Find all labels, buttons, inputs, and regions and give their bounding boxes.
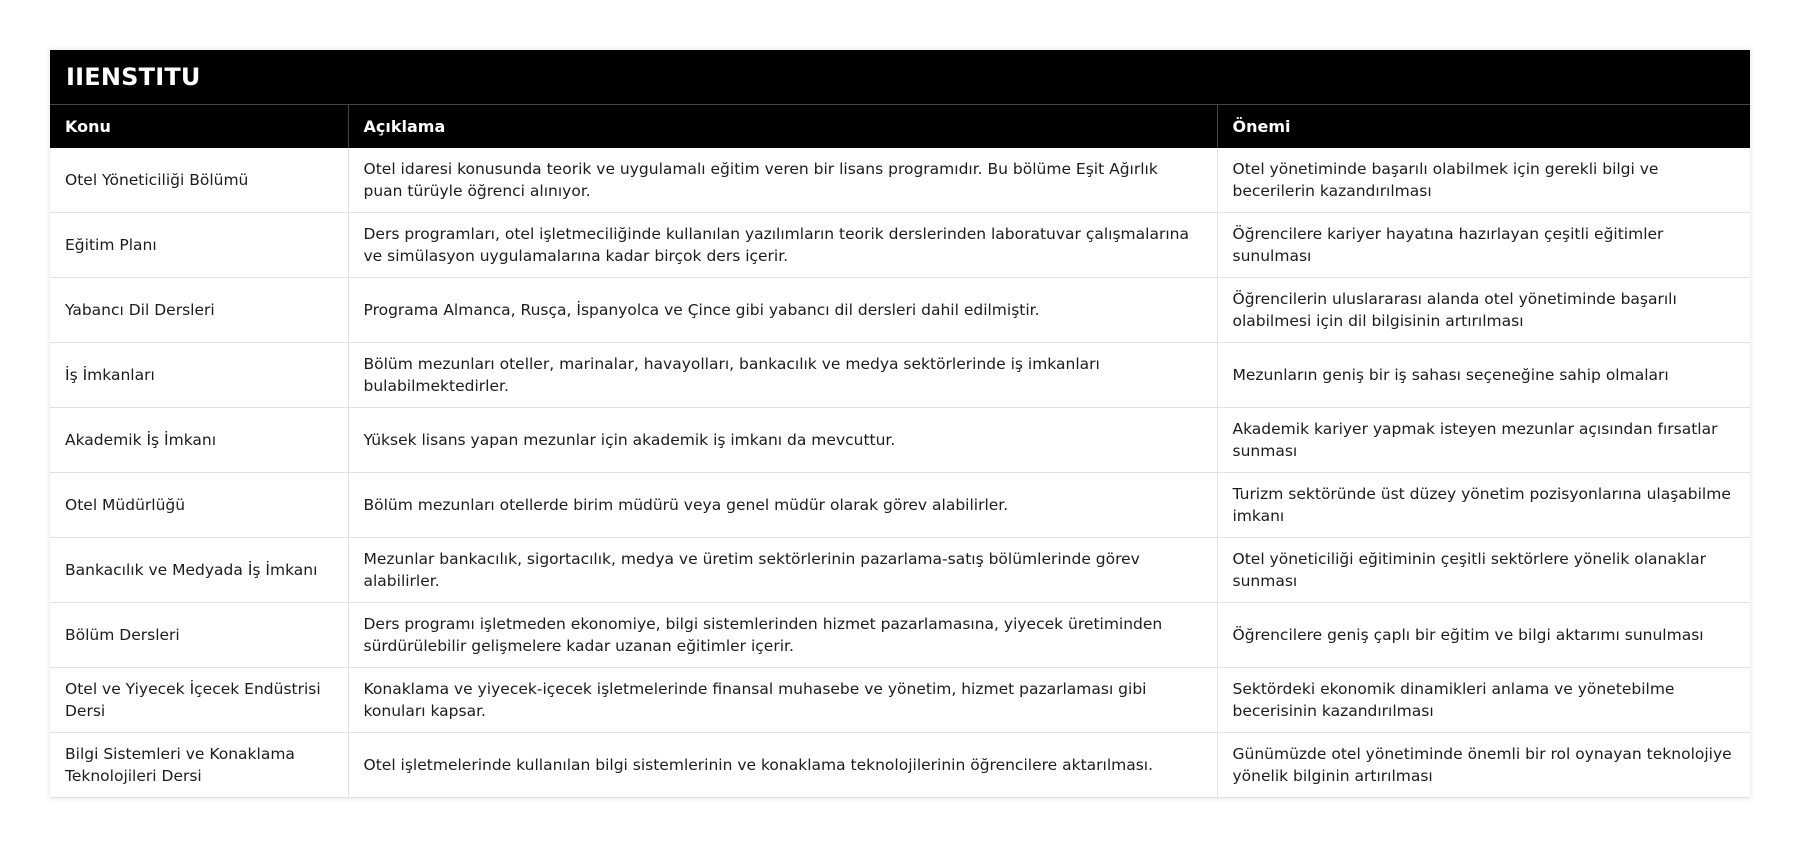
cell-importance: Otel yöneticiliği eğitiminin çeşitli sektörlere yönelik olanaklar sunması	[1217, 538, 1750, 603]
cell-importance: Öğrencilere geniş çaplı bir eğitim ve bilgi aktarımı sunulması	[1217, 603, 1750, 668]
cell-description: Konaklama ve yiyecek-içecek işletmelerinde finansal muhasebe ve yönetim, hizmet pazarlaması gibi konuları kapsar.	[348, 668, 1217, 733]
cell-description: Programa Almanca, Rusça, İspanyolca ve Çince gibi yabancı dil dersleri dahil edilmiştir.	[348, 278, 1217, 343]
table-row	[50, 538, 1750, 603]
cell-topic: Bankacılık ve Medyada İş İmkanı	[50, 538, 348, 603]
cell-description: Bölüm mezunları oteller, marinalar, havayolları, bankacılık ve medya sektörlerinde iş imkanları bulabilmektedirler.	[348, 343, 1217, 408]
table-row	[50, 343, 1750, 408]
table-row	[50, 473, 1750, 538]
cell-importance: Turizm sektöründe üst düzey yönetim pozisyonlarına ulaşabilme imkanı	[1217, 473, 1750, 538]
table-title: IIENSTITU	[50, 50, 1750, 104]
cell-description: Ders programı işletmeden ekonomiye, bilgi sistemlerinden hizmet pazarlamasına, yiyecek üretiminden sürdürülebilir gelişmelere kadar uzanan eğitimler içerir.	[348, 603, 1217, 668]
cell-importance: Mezunların geniş bir iş sahası seçeneğine sahip olmaları	[1217, 343, 1750, 408]
cell-topic: Otel Yöneticiliği Bölümü	[50, 148, 348, 213]
cell-topic: Bölüm Dersleri	[50, 603, 348, 668]
cell-topic: Bilgi Sistemleri ve Konaklama Teknolojileri Dersi	[50, 733, 348, 798]
cell-description: Otel idaresi konusunda teorik ve uygulamalı eğitim veren bir lisans programıdır. Bu bölüme Eşit Ağırlık puan türüyle öğrenci alınıyor.	[348, 148, 1217, 213]
table-header-row	[50, 105, 1750, 148]
cell-description: Otel işletmelerinde kullanılan bilgi sistemlerinin ve konaklama teknolojilerinin öğrencilere aktarılması.	[348, 733, 1217, 798]
cell-importance: Günümüzde otel yönetiminde önemli bir rol oynayan teknolojiye yönelik bilginin artırılması	[1217, 733, 1750, 798]
cell-description: Bölüm mezunları otellerde birim müdürü veya genel müdür olarak görev alabilirler.	[348, 473, 1217, 538]
column-header-onemi: Önemi	[1217, 105, 1750, 148]
content-table-card	[50, 50, 1750, 798]
cell-importance: Akademik kariyer yapmak isteyen mezunlar açısından fırsatlar sunması	[1217, 408, 1750, 473]
table-row	[50, 278, 1750, 343]
table-row	[50, 148, 1750, 213]
table-row	[50, 603, 1750, 668]
cell-topic: İş İmkanları	[50, 343, 348, 408]
cell-topic: Akademik İş İmkanı	[50, 408, 348, 473]
table-row	[50, 668, 1750, 733]
table-row	[50, 733, 1750, 798]
cell-importance: Sektördeki ekonomik dinamikleri anlama ve yönetebilme becerisinin kazandırılması	[1217, 668, 1750, 733]
cell-topic: Otel Müdürlüğü	[50, 473, 348, 538]
cell-importance: Öğrencilerin uluslararası alanda otel yönetiminde başarılı olabilmesi için dil bilgisinin artırılması	[1217, 278, 1750, 343]
cell-topic: Yabancı Dil Dersleri	[50, 278, 348, 343]
table-row	[50, 213, 1750, 278]
cell-importance: Öğrencilere kariyer hayatına hazırlayan çeşitli eğitimler sunulması	[1217, 213, 1750, 278]
cell-description: Ders programları, otel işletmeciliğinde kullanılan yazılımların teorik derslerinden laboratuvar çalışmalarına ve simülasyon uygulamalarına kadar birçok ders içerir.	[348, 213, 1217, 278]
cell-topic: Otel ve Yiyecek İçecek Endüstrisi Dersi	[50, 668, 348, 733]
cell-description: Mezunlar bankacılık, sigortacılık, medya ve üretim sektörlerinin pazarlama-satış bölümlerinde görev alabilirler.	[348, 538, 1217, 603]
column-header-konu: Konu	[50, 105, 348, 148]
cell-description: Yüksek lisans yapan mezunlar için akademik iş imkanı da mevcuttur.	[348, 408, 1217, 473]
table-row	[50, 408, 1750, 473]
column-header-aciklama: Açıklama	[348, 105, 1217, 148]
cell-topic: Eğitim Planı	[50, 213, 348, 278]
info-table	[50, 104, 1750, 798]
cell-importance: Otel yönetiminde başarılı olabilmek için gerekli bilgi ve becerilerin kazandırılması	[1217, 148, 1750, 213]
